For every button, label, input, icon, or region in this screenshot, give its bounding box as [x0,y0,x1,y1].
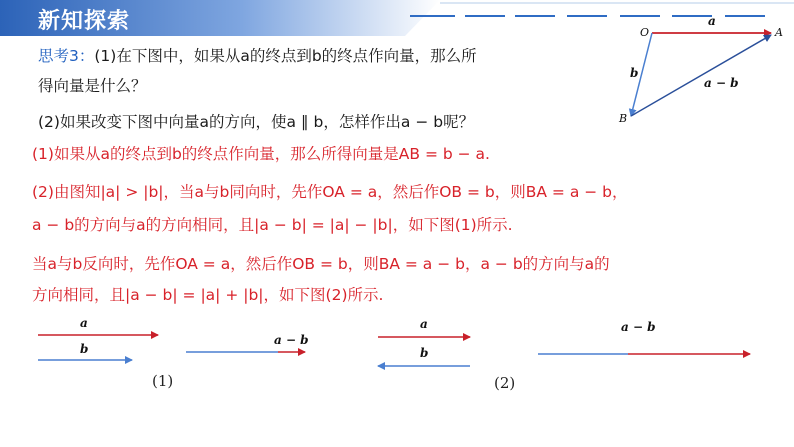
answer-line-5: 方向相同，且|a − b| = |a| + |b|，如下图(2)所示. [32,286,384,304]
triangle-amb-label: a − b [704,76,739,90]
vector-ba [631,35,771,116]
fig2-amb-label: a − b [621,320,656,334]
answer-line-2: (2)由图知|a| > |b|，当a与b同向时，先作OA = a，然后作OB = b，则BA = a − b， [32,183,628,201]
question-part1: (1)在下图中，如果从a的终点到b的终点作向量，那么所 [94,47,477,65]
answer-line-3: a − b的方向与a的方向相同，且|a − b| = |a| − |b|，如下图(1)所示. [32,216,513,234]
fig1-b-label: b [80,342,89,356]
answer-line-4: 当a与b反向时，先作OA = a，然后作OB = b，则BA = a − b，a − b的方向与a的 [32,255,610,273]
point-b-label: B [619,112,628,125]
point-a-label: A [775,26,783,39]
triangle-a-label: a [708,14,716,28]
answer-line-1: (1)如果从a的终点到b的终点作向量，那么所得向量是AB = b − a. [32,145,490,163]
question-line-1 [38,44,477,66]
fig1-a-label: a [80,316,88,330]
header-title: 新知探索 [38,9,131,34]
point-o-label: O [640,26,650,39]
fig2-a-label: a [420,317,428,331]
fig2-b-label: b [420,346,429,360]
question-label: 思考3： [38,47,95,65]
fig2-caption: (2) [494,374,516,392]
question-line-2: 得向量是什么？ [38,77,147,95]
fig1-caption: (1) [152,372,174,390]
question-line-3: (2)如果改变下图中向量a的方向，使a ∥ b，怎样作出a − b呢？ [38,113,475,131]
fig1-amb-label: a − b [274,333,309,347]
triangle-b-label: b [630,66,639,80]
